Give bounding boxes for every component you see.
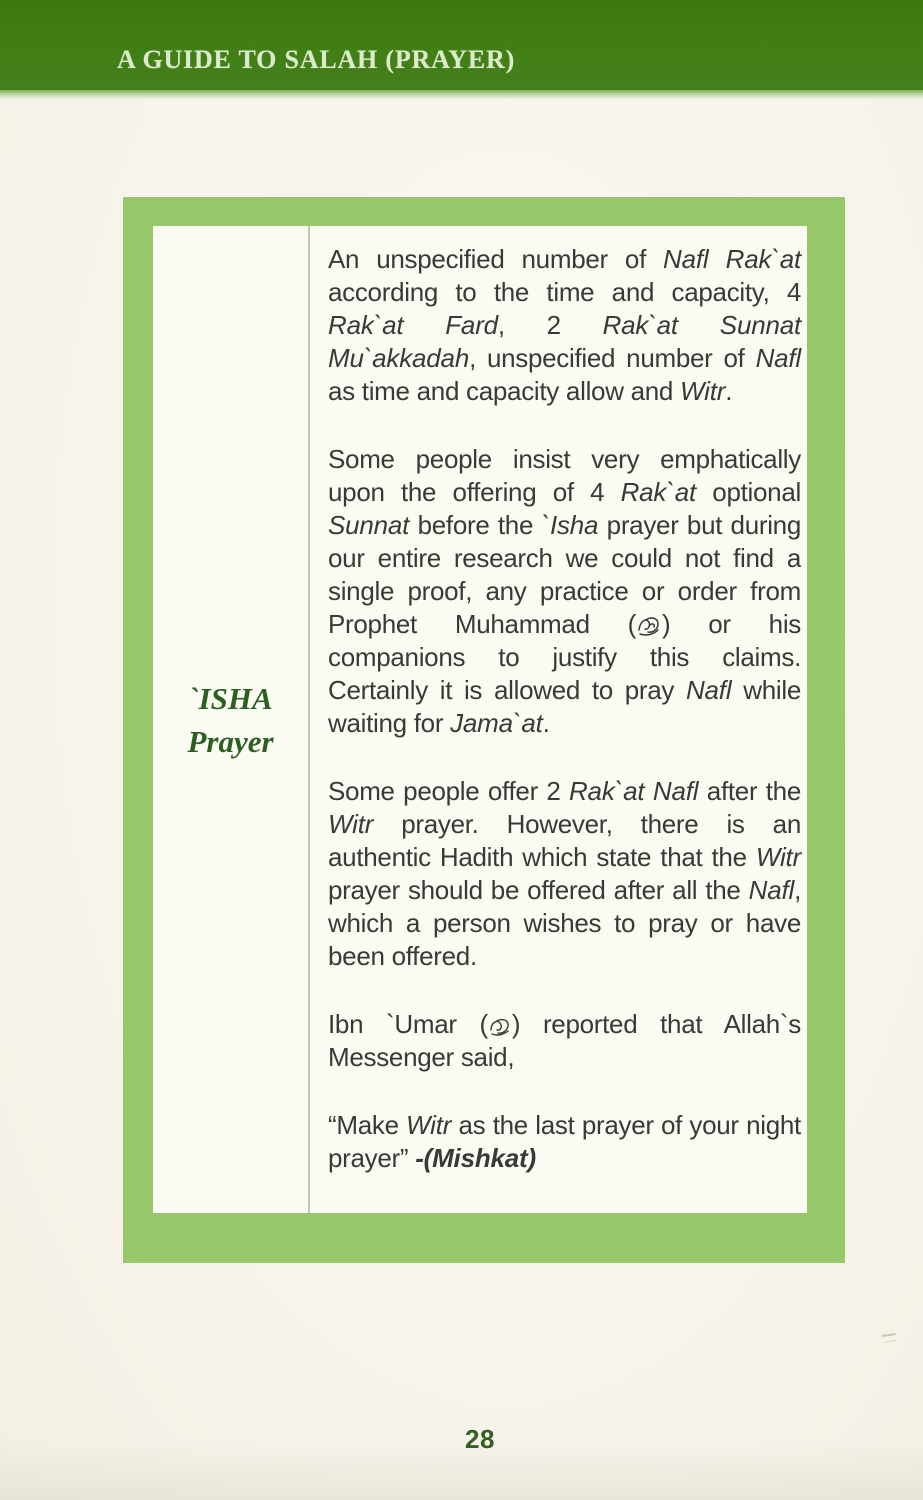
scan-artifact [882,1333,897,1343]
table-row-isha [153,226,807,1213]
prayer-name-line-1: `ISHA [188,680,273,716]
prayer-name-cell [153,226,310,1213]
prayer-name-line-2: Prayer [187,723,274,759]
paragraph: Some people insist very emphatically upon the offering of 4 Rak`at optional Sunnat before the `Isha prayer but during our entire research we could not find a single proof, any practice or order from Prophet Muhammad ( ) or his companions to justify this claims. Certainly it is allowed to pray Nafl while waiting for Jama`at. [328,444,802,738]
page-number: 28 [465,1424,495,1454]
header-bottom-edge [0,90,923,99]
page-header-bar [0,0,923,90]
radi-allahu-anhu-calligraphy-icon [488,1017,512,1037]
page-title: A GUIDE TO SALAH (PRAYER) [117,45,516,74]
prophet-pbuh-calligraphy-icon [636,615,662,637]
isha-prayer-table [123,197,845,1263]
paragraph: Some people offer 2 Rak`at Nafl after the Witr prayer. However, there is an authentic Hadith which state that the Witr prayer should be offered after all the Nafl, which a person wishes to pray or have been offered. [328,776,801,971]
paragraph: An unspecified number of Nafl Rak`at according to the time and capacity, 4 Rak`at Fard, 2 Rak`at Sunnat Mu`akkadah, unspecified number of Nafl as time and capacity allow and Witr. [328,244,802,406]
paragraph: “Make Witr as the last prayer of your night prayer” -(Mishkat) [328,1110,801,1173]
paragraph: Ibn `Umar ( ) reported that Allah`s Messenger said, [328,1009,801,1072]
prayer-description-cell [310,226,807,1213]
